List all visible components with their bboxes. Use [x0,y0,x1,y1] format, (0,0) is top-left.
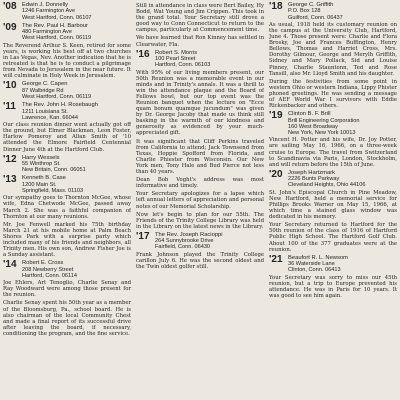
note-paragraph: St. John's Episcopal Church in Pine Meadow, New Hartford, held a memorial service for Phillips Brooks Warner on May 15, 1966, at which time a stained glass window was dedicated in his memory. [269,189,397,221]
class-secretary-address [22,175,83,194]
note-paragraph: It was significant that Cliff Perkins traveled from California to attend; Jack Townsend from Texas, Hoppie Spofford from Florida, and Charlie Phiester from Wisconsin. Our New York men, Tony Hale and Bud Pierce not less than 40 years. [136,138,264,176]
address-line: New Britain, Conn. 06051 [22,167,86,174]
address-line: Cleveland Heights, Ohio 44106 [288,182,366,189]
note-paragraph: Your Secretary apologizes for a lapse which left annual letters of appreciation and personal notes of our Memorial Scholarship. [136,191,264,210]
class-year: '14 [3,259,17,271]
class-secretary-address [288,255,348,274]
column-3 [269,2,397,400]
address-line: Lawrence, Kan. 66044 [22,114,78,121]
address-line: Clinton, Conn. 06413 [288,267,341,274]
class-year: '17 [136,230,150,242]
note-paragraph: Mr. Joe Fenwell marked his 75th birthday March 21 at his mobile home at Palm Beach Shores Park with a surprise party which included many of his friends and neighbors, all Trinity men. His own son, Andrew Fisher Joe is a Sunday assistant. [3,221,131,259]
class-note-block [3,155,131,174]
class-note-block [136,3,264,48]
class-year: '09 [3,21,17,33]
class-note-block [3,81,131,100]
address-line: West Hartford, Conn. 06107 [22,14,92,21]
note-paragraph: Joe Ehlers, Art Tenoglio, Charlie Senay and Ray Woodward were among those present for the reunion. [3,280,131,299]
class-note-block [3,23,131,79]
address-line: 100 Pearl Street [155,55,196,62]
class-header [3,155,131,174]
class-year: '10 [3,80,17,92]
class-year: '11 [3,101,16,113]
class-year: '13 [3,174,17,186]
class-header [3,102,131,121]
secretary-name: The Rev. Joseph Racioppi [155,231,223,238]
note-paragraph: Charlie Senay spent his 50th year as a member of the Bloomsburg, Pa., school board. He is also chairman of the local Community Chest and made a final report of its successful drive after leaving the board, if necessary, conditioning the program, and the fine service. [3,300,131,337]
secretary-name: Robert S. Morris [155,49,198,56]
note-paragraph: Our sympathy goes to Thornton McGee, whose wife, Edna Chetwode McGee, passed away March 2. She was a faithful companion of Thornton at our many reunions. [3,195,131,220]
class-note-block [3,260,131,337]
class-note-block [3,102,131,152]
class-secretary-address [22,81,91,100]
address-line: 36 Waterside Lane [288,260,335,267]
class-note-block [3,175,131,258]
note-paragraph: Your Secretary returned to Hartford for the 50th reunion of the class of 1916 of Hartford Public High School. The Hartford Golf Club. About 100 of the 377 graduates were at the reunion. [269,222,397,253]
class-note-block [269,2,397,109]
class-header [3,260,131,279]
column-2 [136,2,264,400]
note-paragraph: Dean Bob Voght's address was most informative and timely. [136,177,264,190]
class-note-block [269,170,397,253]
note-paragraph: With 95% of our living members present, our 50th Reunion was a memorable event in our minds and in Trinity's annals. It was a thrill to win the attendance plaque and the Board of Fellows bowl, but our top event was the Reunion banquet when the lecture on "Ecce quam bonum quamque jucundum" was given by Dr. George Jacoby that made us think still basking in the warmth of our kindness and generosity as evidenced by your much-appreciated gift. [136,69,264,137]
class-header [3,23,131,42]
note-paragraph: Now let's begin to plan for our 55th. The Friends of the Trinity College Library was held in the Library on the latest news in the Library. [136,211,264,230]
class-secretary-address [288,111,360,136]
class-header [136,50,264,69]
class-header [269,111,397,136]
class-year: '12 [3,153,17,165]
class-year: '08 [3,2,17,12]
class-note-block [136,50,264,230]
class-header [269,255,397,274]
class-header [3,2,131,21]
class-secretary-address [22,155,86,174]
class-note-block [269,111,397,168]
address-line: Fairfield, Conn. 06430 [155,244,211,251]
secretary-name: Robert E. Cross [22,260,64,267]
class-secretary-address [22,102,98,121]
address-line: 480 Farmington Ave [22,29,72,36]
secretary-name: Joseph Hartzmark [288,169,336,176]
class-note-block [136,232,264,270]
note-paragraph: We have learned that Ron Kinney has settled in Clearwater, Fla. [136,35,264,48]
class-secretary-address [288,170,365,189]
class-secretary-address [288,2,343,21]
address-line: Springfield, Mass. 01103 [22,188,84,195]
secretary-name: Kenneth B. Case [22,175,66,182]
secretary-name: Clinton B. F. Brill [288,111,331,118]
note-paragraph: Your Secretary was sorry to miss our 45th reunion, but a trip to Europe prevented his attendance. He was in Paris for 10 years. It was good to see him again. [269,274,397,299]
secretary-name: The Rev. Paul H. Barbour [22,22,88,29]
class-year: '21 [269,253,283,265]
class-year: '16 [136,48,150,60]
address-line: P.O. Box 128 [288,8,321,15]
class-header [3,175,131,194]
class-secretary-address [22,2,92,21]
address-line: 1211 Louisiana St. [22,108,68,115]
note-paragraph: As usual, 1918 held its customary reunion on the campus at the University Club, Hartford, June 4. Those present were: Charlie and Flora Brosky, Joe and Frances Buffington, Henry Bellows, Thomas and Harriet Cross, Mrs. Dorothy Gilmour, George and Merylh Griffith, Sidney and Mary Pollack, Sid and Louise Pinney, Charlie Stauntonn, Ted and Rose Tansill, also Mr. Lloyd Smith and his daughter. [269,21,397,77]
secretary-name: The Rev. John H. Rosebaugh [22,102,98,109]
class-header [269,2,397,21]
class-header [136,232,264,251]
address-line: Guilford, Conn. 06437 [288,14,343,21]
note-paragraph: Vincent H. Potter and his wife, Dr. Joy Potter, are sailing May 16, 1966, on a three-week cruise to Europe. The travel from Switzerland to Scandinavia via Paris, London, Stockholm, and will return before the 15th of June. [269,137,397,168]
note-paragraph: Frank Johnson played the Trinity College carillon July 6. He was the second oldest and the Twin oldest golfer still. [136,251,264,270]
class-year: '20 [269,168,283,180]
secretary-name: Beaufort R. L. Newsom [288,254,348,261]
note-paragraph: Our class reunion dinner went actually got off the ground, but Elmer Blackman, Leon Foster, Harlow Pomeroy and Allan Smith of '10 attended the Elmore Fairfield Centennial Dinner June 4th at the Hartford Club. [3,122,131,153]
address-line: West Hartford, Conn. 06119 [22,35,92,42]
address-line: New York, New York 10013 [288,130,356,137]
class-year: '19 [269,110,283,122]
note-paragraph: Still in attendance in class were Bert Bailey, Hy Bodd, Wat Young and Jim Crippen. This took in the grand total. Your Secretary still drove a good way to Conn Connecticut to return to the campus, particularly at Commencement time. [136,3,264,34]
secretary-name: George C. Capen [22,81,68,88]
address-line: Hartford, Conn. 06114 [22,272,77,279]
class-secretary-address [155,232,223,251]
class-note-block [3,2,131,21]
class-secretary-address [155,50,210,69]
address-line: 160 West Broadway [288,123,338,130]
address-line: 87 Walbridge Rd [22,87,64,94]
address-line: West Hartford, Conn. 06119 [22,93,92,100]
address-line: 264 Sunnybrooke Drive [155,238,214,245]
address-line: 1200 Main St. [22,181,57,188]
class-note-block [269,255,397,299]
address-line: 208 Newberry Street [22,266,74,273]
class-header [269,170,397,189]
secretary-name: Edwin J. Donnelly [22,2,69,8]
column-1 [3,2,131,400]
address-line: Brill Engineering Corporation [288,117,360,124]
secretary-name: George C. Griffith [288,2,334,8]
address-line: 2226 Bunts Parkway [288,176,340,183]
address-line: 55 Winthrop St. [22,160,61,167]
note-paragraph: The Reverend Arthur S. Keen, retired for some years, is working his best off at two churches in Las Vegas, Nev. Another indication that he is retreated is that he is to conduct a pilgrimage from Nevada to Jerusalem in the near future. It will culminate in Holy Week in Jerusalem. [3,42,131,80]
class-year: '18 [269,2,283,12]
address-line: Hartford, Conn. 06103 [155,62,211,69]
class-header [3,81,131,100]
address-line: 1246 Farmington Ave [22,8,76,15]
note-paragraph: During the festivities from some point in western Ohio or western Indiana, Lippy Phister phoned greetings. He was sending a message of AEF World War I survivors with Eddie Rickenbacker and others. [269,78,397,110]
class-secretary-address [22,260,77,279]
secretary-name: Harry Wessels [22,154,60,161]
class-secretary-address [22,23,91,42]
